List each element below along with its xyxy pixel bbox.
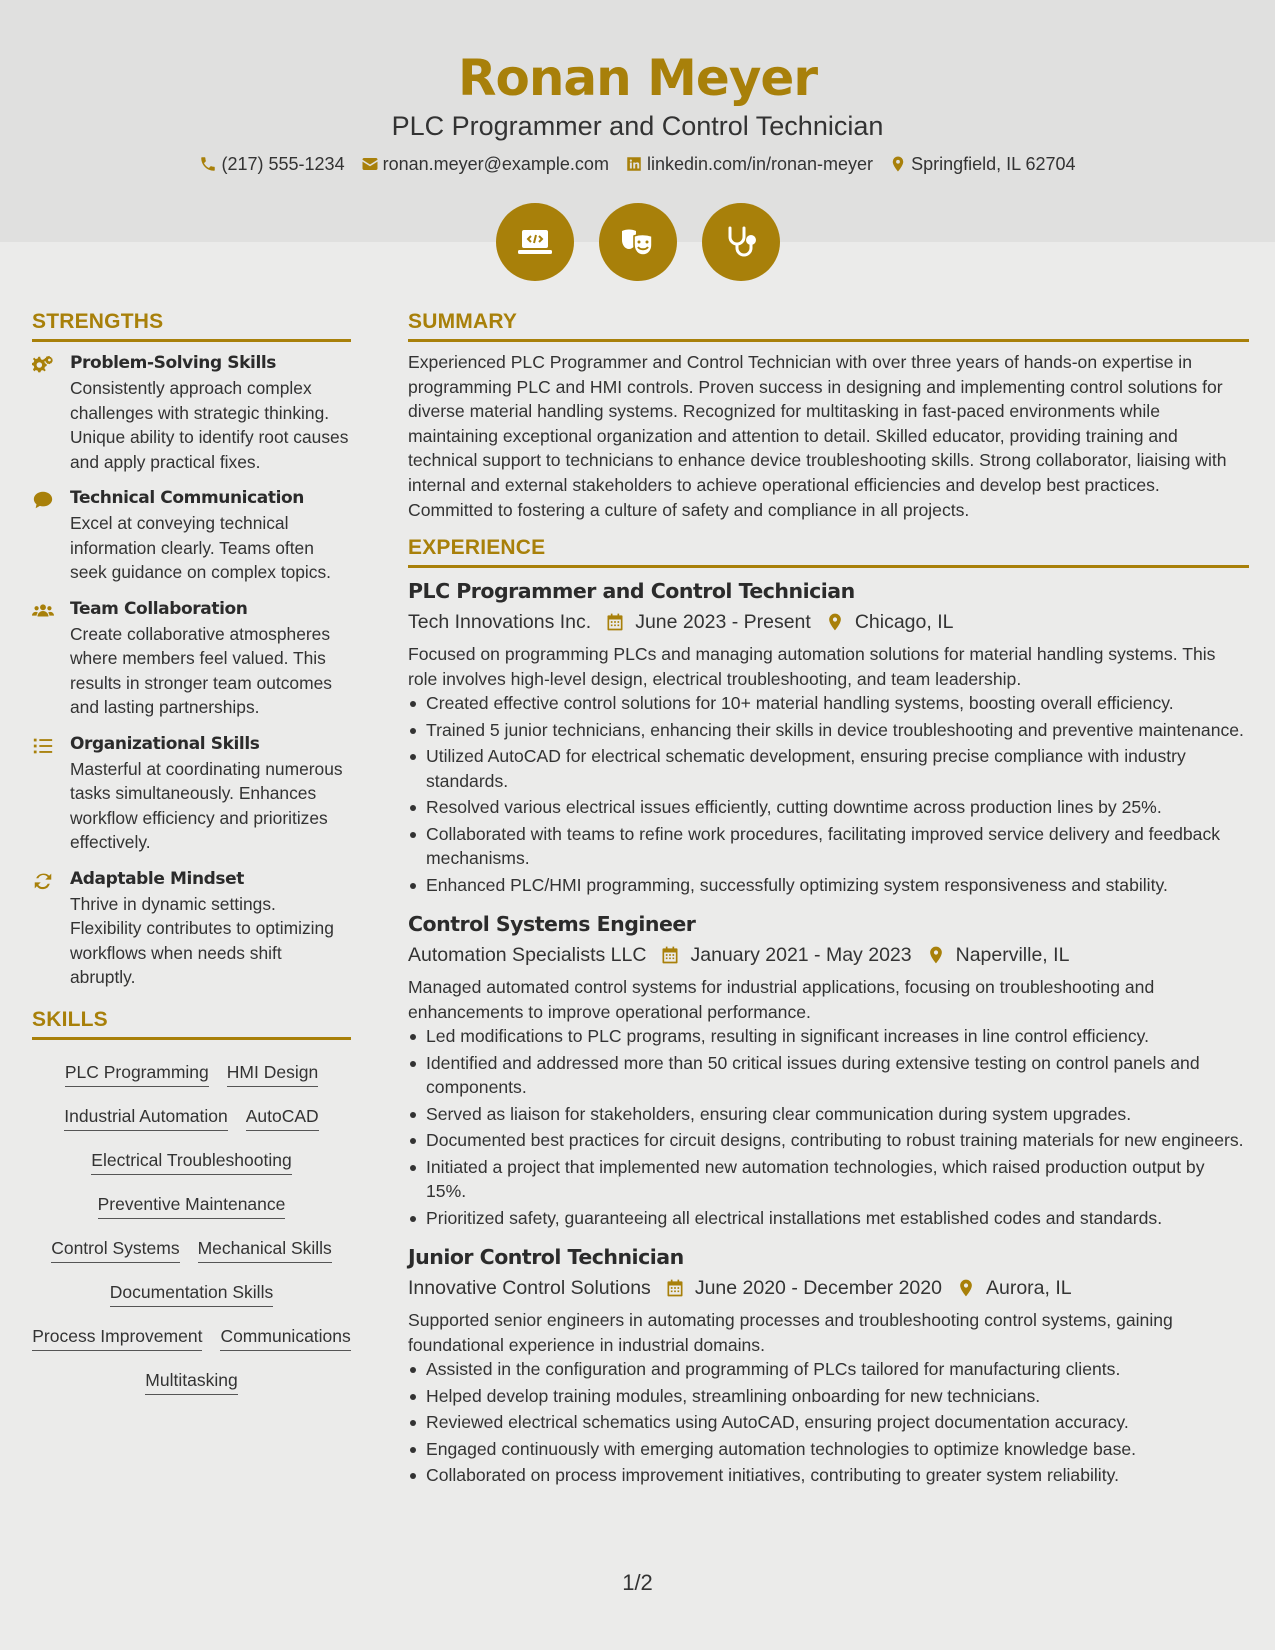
job-bullet: Collaborated with teams to refine work procedures, facilitating improved service delivery and feedback mechanisms. bbox=[408, 822, 1249, 871]
contact-bar bbox=[0, 150, 1275, 178]
contact-linkedin-text: linkedin.com/in/ronan-meyer bbox=[646, 154, 874, 174]
job-title: Junior Control Technician bbox=[408, 1245, 684, 1270]
job-bullet: Led modifications to PLC programs, resulting in significant increases in line control efficiency. bbox=[408, 1024, 1249, 1049]
candidate-title: PLC Programmer and Control Technician bbox=[391, 111, 884, 141]
strength-text: Excel at conveying technical information clearly. Teams often seek guidance on complex topics. bbox=[70, 513, 332, 582]
job-bullets bbox=[408, 691, 1249, 897]
contact-phone-text: (217) 555-1234 bbox=[221, 154, 345, 174]
job-dates: January 2021 - May 2023 bbox=[690, 944, 912, 967]
strength-item bbox=[32, 731, 351, 855]
job-bullet: Documented best practices for circuit designs, contributing to robust training materials for new engineers. bbox=[408, 1128, 1249, 1153]
map-pin-icon bbox=[926, 945, 946, 965]
job-company: Tech Innovations Inc. bbox=[408, 611, 592, 634]
page-indicator: 1/2 bbox=[622, 1570, 653, 1595]
job-meta bbox=[408, 939, 1249, 971]
job-bullet: Engaged continuously with emerging automation technologies to optimize knowledge base. bbox=[408, 1437, 1249, 1462]
candidate-name: Ronan Meyer bbox=[457, 49, 818, 107]
skill-tag: Industrial Automation bbox=[64, 1104, 227, 1131]
map-pin-icon bbox=[889, 155, 907, 173]
linkedin-icon bbox=[625, 155, 643, 173]
strength-item bbox=[32, 866, 351, 990]
contact-linkedin[interactable] bbox=[625, 150, 873, 178]
job-description: Focused on programming PLCs and managing automation solutions for material handling systems. This role involves high-level design, electrical troubleshooting, and team leadership. bbox=[408, 644, 1216, 689]
job-bullet: Initiated a project that implemented new automation technologies, which raised production output by 15%. bbox=[408, 1155, 1249, 1204]
map-pin-icon bbox=[956, 1278, 976, 1298]
cogs-icon bbox=[32, 354, 54, 376]
skill-tag: PLC Programming bbox=[65, 1060, 209, 1087]
job-dates: June 2020 - December 2020 bbox=[694, 1277, 942, 1300]
job-bullet: Resolved various electrical issues efficiently, cutting downtime across production lines by 25%. bbox=[408, 795, 1249, 820]
strength-text: Thrive in dynamic settings. Flexibility contributes to optimizing workflows when needs shift abruptly. bbox=[70, 893, 334, 987]
job-location: Naperville, IL bbox=[955, 944, 1070, 967]
job-bullet: Created effective control solutions for 10+ material handling systems, boosting overall efficiency. bbox=[408, 691, 1249, 716]
phone-icon bbox=[199, 155, 217, 173]
calendar-icon bbox=[665, 1278, 685, 1298]
interest-circle bbox=[702, 203, 780, 281]
skill-tag: Electrical Troubleshooting bbox=[91, 1148, 291, 1175]
sync-icon bbox=[32, 870, 54, 892]
summary-heading: SUMMARY bbox=[408, 306, 1249, 342]
strength-item bbox=[32, 485, 351, 585]
interest-icons bbox=[0, 203, 1275, 281]
interest-circle bbox=[599, 203, 677, 281]
skill-tag: Process Improvement bbox=[32, 1324, 202, 1351]
job-meta bbox=[408, 1272, 1249, 1304]
job-bullet: Trained 5 junior technicians, enhancing their skills in device troubleshooting and preventive maintenance. bbox=[408, 718, 1249, 743]
job-bullet: Reviewed electrical schematics using AutoCAD, ensuring project documentation accuracy. bbox=[408, 1410, 1249, 1435]
job-bullet: Utilized AutoCAD for electrical schematic development, ensuring precise compliance with industry standards. bbox=[408, 744, 1249, 793]
job-entry bbox=[408, 909, 1249, 1230]
job-bullet: Collaborated on process improvement initiatives, contributing to greater system reliability. bbox=[408, 1463, 1249, 1488]
right-column bbox=[408, 306, 1249, 1500]
job-company: Innovative Control Solutions bbox=[408, 1277, 651, 1300]
job-bullet: Identified and addressed more than 50 critical issues during extensive testing on control panels and components. bbox=[408, 1051, 1249, 1100]
theater-masks-icon bbox=[618, 222, 658, 262]
skill-tag: Preventive Maintenance bbox=[98, 1192, 286, 1219]
left-column bbox=[32, 306, 351, 1395]
strength-title: Technical Communication bbox=[70, 488, 304, 508]
job-bullet: Served as liaison for stakeholders, ensuring clear communication during system upgrades. bbox=[408, 1102, 1249, 1127]
strengths-heading: STRENGTHS bbox=[32, 306, 351, 342]
strength-item bbox=[32, 350, 351, 474]
strength-title: Team Collaboration bbox=[70, 598, 248, 619]
job-description: Managed automated control systems for industrial applications, focusing on troubleshooting and enhancements to improve operational performance. bbox=[408, 977, 1155, 1022]
map-pin-icon bbox=[825, 612, 845, 632]
job-bullet: Helped develop training modules, streamlining onboarding for new technicians. bbox=[408, 1384, 1249, 1409]
calendar-icon bbox=[660, 945, 680, 965]
skill-tag: AutoCAD bbox=[246, 1104, 319, 1131]
skill-tag: HMI Design bbox=[227, 1060, 318, 1087]
skill-tag: Control Systems bbox=[51, 1236, 179, 1263]
job-entry bbox=[408, 576, 1249, 897]
comment-icon bbox=[32, 489, 54, 511]
skill-tag: Mechanical Skills bbox=[198, 1236, 332, 1263]
skills-list bbox=[32, 1048, 351, 1395]
laptop-code-icon bbox=[515, 222, 555, 262]
contact-location bbox=[889, 150, 1075, 178]
strength-title: Organizational Skills bbox=[70, 733, 260, 754]
skill-tag: Communications bbox=[220, 1324, 350, 1351]
job-entry bbox=[408, 1242, 1249, 1488]
job-bullet: Enhanced PLC/HMI programming, successfully optimizing system responsiveness and stability. bbox=[408, 873, 1249, 898]
skills-heading: SKILLS bbox=[32, 1004, 351, 1040]
strength-text: Consistently approach complex challenges with strategic thinking. Unique ability to identify root causes and apply practical fixes. bbox=[70, 378, 349, 472]
list-icon bbox=[32, 735, 54, 757]
contact-phone[interactable] bbox=[199, 150, 344, 178]
strength-text: Create collaborative atmospheres where members feel valued. This results in stronger team outcomes and lasting partnerships. bbox=[70, 623, 332, 717]
strength-text: Masterful at coordinating numerous tasks simultaneously. Enhances workflow efficiency and prioritizes effectively. bbox=[70, 758, 343, 852]
strength-item bbox=[32, 596, 351, 720]
job-title: Control Systems Engineer bbox=[408, 912, 696, 937]
users-icon bbox=[32, 600, 54, 622]
job-bullets bbox=[408, 1357, 1249, 1488]
job-location: Chicago, IL bbox=[854, 611, 954, 634]
contact-location-text: Springfield, IL 62704 bbox=[911, 154, 1076, 174]
strength-title: Adaptable Mindset bbox=[70, 868, 244, 889]
job-company: Automation Specialists LLC bbox=[408, 944, 647, 967]
skill-tag: Multitasking bbox=[145, 1368, 237, 1395]
experience-heading: EXPERIENCE bbox=[408, 532, 1249, 568]
summary-text: Experienced PLC Programmer and Control Technician with over three years of hands-on expertise in programming PLC and HMI controls. Proven success in designing and implementing control solutions for diverse material handling systems. Recognized for multitasking in fast-paced environments while maintaining exceptional organization and attention to detail. Skilled educator, providing training and technical support to technicians to enhance device troubleshooting skills. Strong collaborator, liaising with internal and external stakeholders to achieve operational efficiencies and develop best practices. Committed to fostering a culture of safety and compliance in all projects. bbox=[408, 352, 1227, 520]
stethoscope-icon bbox=[721, 222, 761, 262]
job-bullets bbox=[408, 1024, 1249, 1230]
contact-email-text: ronan.meyer@example.com bbox=[382, 154, 609, 174]
envelope-icon bbox=[361, 155, 379, 173]
job-bullet: Prioritized safety, guaranteeing all electrical installations met established codes and standards. bbox=[408, 1206, 1249, 1231]
job-dates: June 2023 - Present bbox=[635, 611, 811, 634]
job-meta bbox=[408, 606, 1249, 638]
job-description: Supported senior engineers in automating processes and troubleshooting control systems, gaining foundational experience in industrial domains. bbox=[408, 1310, 1173, 1355]
job-bullet: Assisted in the configuration and programming of PLCs tailored for manufacturing clients. bbox=[408, 1357, 1249, 1382]
job-location: Aurora, IL bbox=[985, 1277, 1072, 1300]
contact-email[interactable] bbox=[361, 150, 609, 178]
job-title: PLC Programmer and Control Technician bbox=[408, 579, 855, 604]
skill-tag: Documentation Skills bbox=[110, 1280, 273, 1307]
interest-circle bbox=[496, 203, 574, 281]
calendar-icon bbox=[605, 612, 625, 632]
strength-title: Problem-Solving Skills bbox=[70, 353, 277, 373]
